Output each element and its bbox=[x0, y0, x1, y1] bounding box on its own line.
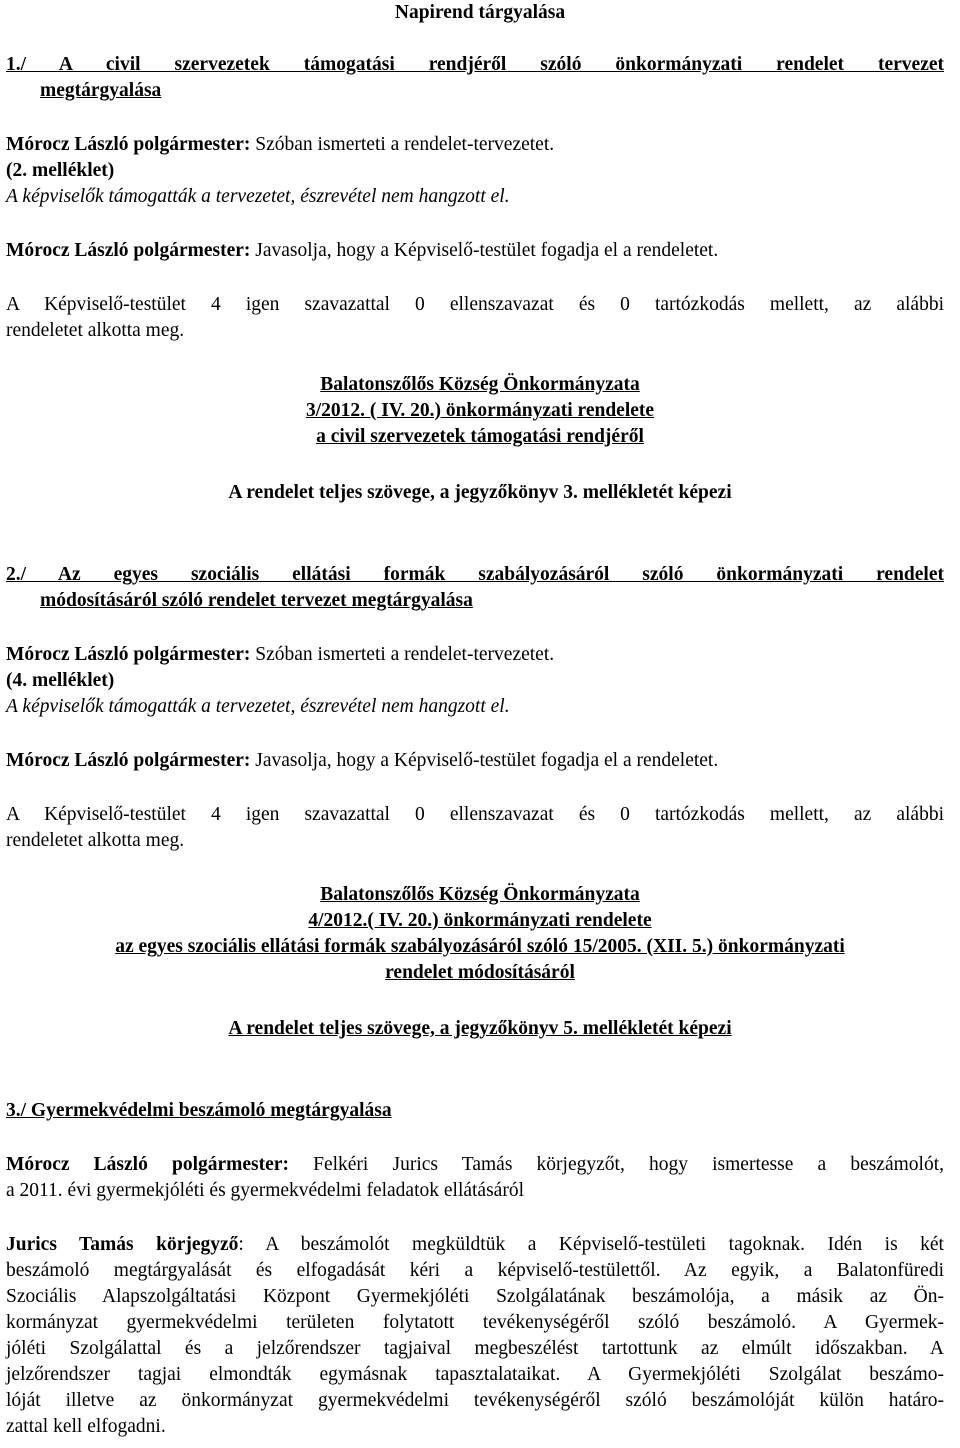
item3-report-line: beszámoló megtárgyalását és elfogadását kéri a képviselő-testülettől. Az egyik, a Balatonfüredi bbox=[6, 1260, 944, 1281]
item3-mayor-request-cont: a 2011. évi gyermekjóléti és gyermekvédelmi feladatok ellátásáról bbox=[6, 1180, 524, 1201]
item2-fulltext-note: A rendelet teljes szövege, a jegyzőkönyv 5. mellékletét képezi bbox=[228, 1018, 732, 1039]
item2-mayor-proposal bbox=[6, 748, 944, 773]
item2-vote-result-cont: rendeletet alkotta meg. bbox=[6, 830, 185, 851]
item2-decree-number: 4/2012.( IV. 20.) önkormányzati rendelete bbox=[308, 910, 652, 931]
item3-report-line: kormányzat gyermekvédelmi területen folytatott tevékenységéről szóló beszámoló. A Gyermek- bbox=[6, 1312, 944, 1333]
item1-annex-ref: (2. melléklet) bbox=[6, 160, 115, 181]
statement-text: : A beszámolót megküldtük a Képviselő-testületi tagoknak. Idén is két bbox=[238, 1234, 944, 1255]
item3-title: 3./ Gyermekvédelmi beszámoló megtárgyalása bbox=[6, 1100, 392, 1121]
statement-text: Szóban ismerteti a rendelet-tervezetet. bbox=[250, 644, 555, 665]
item1-decree-issuer: Balatonszőlős Község Önkormányzata bbox=[320, 374, 640, 395]
speaker-name: Jurics Tamás körjegyző bbox=[6, 1234, 239, 1255]
statement-text: Szóban ismerteti a rendelet-tervezetet. bbox=[250, 134, 555, 155]
statement-text: Felkéri Jurics Tamás körjegyzőt, hogy ismertesse a beszámolót, bbox=[288, 1154, 944, 1175]
item2-annex-ref: (4. melléklet) bbox=[6, 670, 115, 691]
item2-decree-title: az egyes szociális ellátási formák szabályozásáról szóló 15/2005. (XII. 5.) önkormányzati bbox=[115, 936, 845, 957]
page-heading: Napirend tárgyalása bbox=[394, 2, 566, 23]
item1-title-cont: megtárgyalása bbox=[40, 80, 162, 101]
statement-text: Javasolja, hogy a Képviselő-testület fogadja el a rendeletet. bbox=[250, 240, 719, 261]
item3-notary-report bbox=[6, 1232, 944, 1257]
item1-mayor-statement bbox=[6, 132, 944, 157]
item2-decree-issuer: Balatonszőlős Község Önkormányzata bbox=[320, 884, 640, 905]
speaker-name: Mórocz László polgármester: bbox=[6, 644, 251, 665]
item1-vote-result-cont: rendeletet alkotta meg. bbox=[6, 320, 185, 341]
speaker-name: Mórocz László polgármester: bbox=[6, 240, 251, 261]
item1-vote-result: A Képviselő-testület 4 igen szavazattal 0 ellenszavazat és 0 tartózkodás mellett, az alábbi bbox=[6, 294, 944, 315]
item2-title-cont: módosításáról szóló rendelet tervezet megtárgyalása bbox=[40, 590, 473, 611]
speaker-name: Mórocz László polgármester: bbox=[6, 1154, 289, 1175]
item3-report-line: Szociális Alapszolgáltatási Központ Gyermekjóléti Szolgálatának beszámolója, a másik az Ön- bbox=[6, 1286, 944, 1307]
item2-decree-title-cont: rendelet módosításáról bbox=[385, 962, 575, 983]
item1-title: 1./ A civil szervezetek támogatási rendjéről szóló önkormányzati rendelet tervezet bbox=[6, 54, 944, 75]
item3-report-line: jelzőrendszer tagjai elmondták egymásnak tapasztalataikat. A Gyermekjóléti Szolgálat beszámo- bbox=[6, 1364, 944, 1385]
item1-support-note: A képviselők támogatták a tervezetet, észrevétel nem hangzott el. bbox=[6, 186, 510, 207]
item1-decree-title: a civil szervezetek támogatási rendjéről bbox=[316, 426, 644, 447]
statement-text: Javasolja, hogy a Képviselő-testület fogadja el a rendeletet. bbox=[250, 750, 719, 771]
item3-report-line: lóját illetve az önkormányzat gyermekvédelmi tevékenységéről szóló beszámolóját külön határo- bbox=[6, 1390, 944, 1411]
speaker-name: Mórocz László polgármester: bbox=[6, 750, 251, 771]
item1-decree-number: 3/2012. ( IV. 20.) önkormányzati rendelete bbox=[305, 400, 655, 421]
item2-support-note: A képviselők támogatták a tervezetet, észrevétel nem hangzott el. bbox=[6, 696, 510, 717]
speaker-name: Mórocz László polgármester: bbox=[6, 134, 251, 155]
item1-fulltext-note: A rendelet teljes szövege, a jegyzőkönyv 3. mellékletét képezi bbox=[228, 482, 732, 503]
item1-mayor-proposal bbox=[6, 238, 944, 263]
item2-mayor-statement bbox=[6, 642, 944, 667]
item3-report-line: jóléti Szolgálattal és a jelzőrendszer tagjaival megbeszélést tartottunk az elmúlt időszakban. A bbox=[6, 1338, 944, 1359]
item3-report-line: zattal kell elfogadni. bbox=[6, 1416, 166, 1437]
item2-vote-result: A Képviselő-testület 4 igen szavazattal 0 ellenszavazat és 0 tartózkodás mellett, az alábbi bbox=[6, 804, 944, 825]
item3-mayor-request bbox=[6, 1152, 944, 1177]
item2-title: 2./ Az egyes szociális ellátási formák szabályozásáról szóló önkormányzati rendelet bbox=[6, 564, 944, 585]
